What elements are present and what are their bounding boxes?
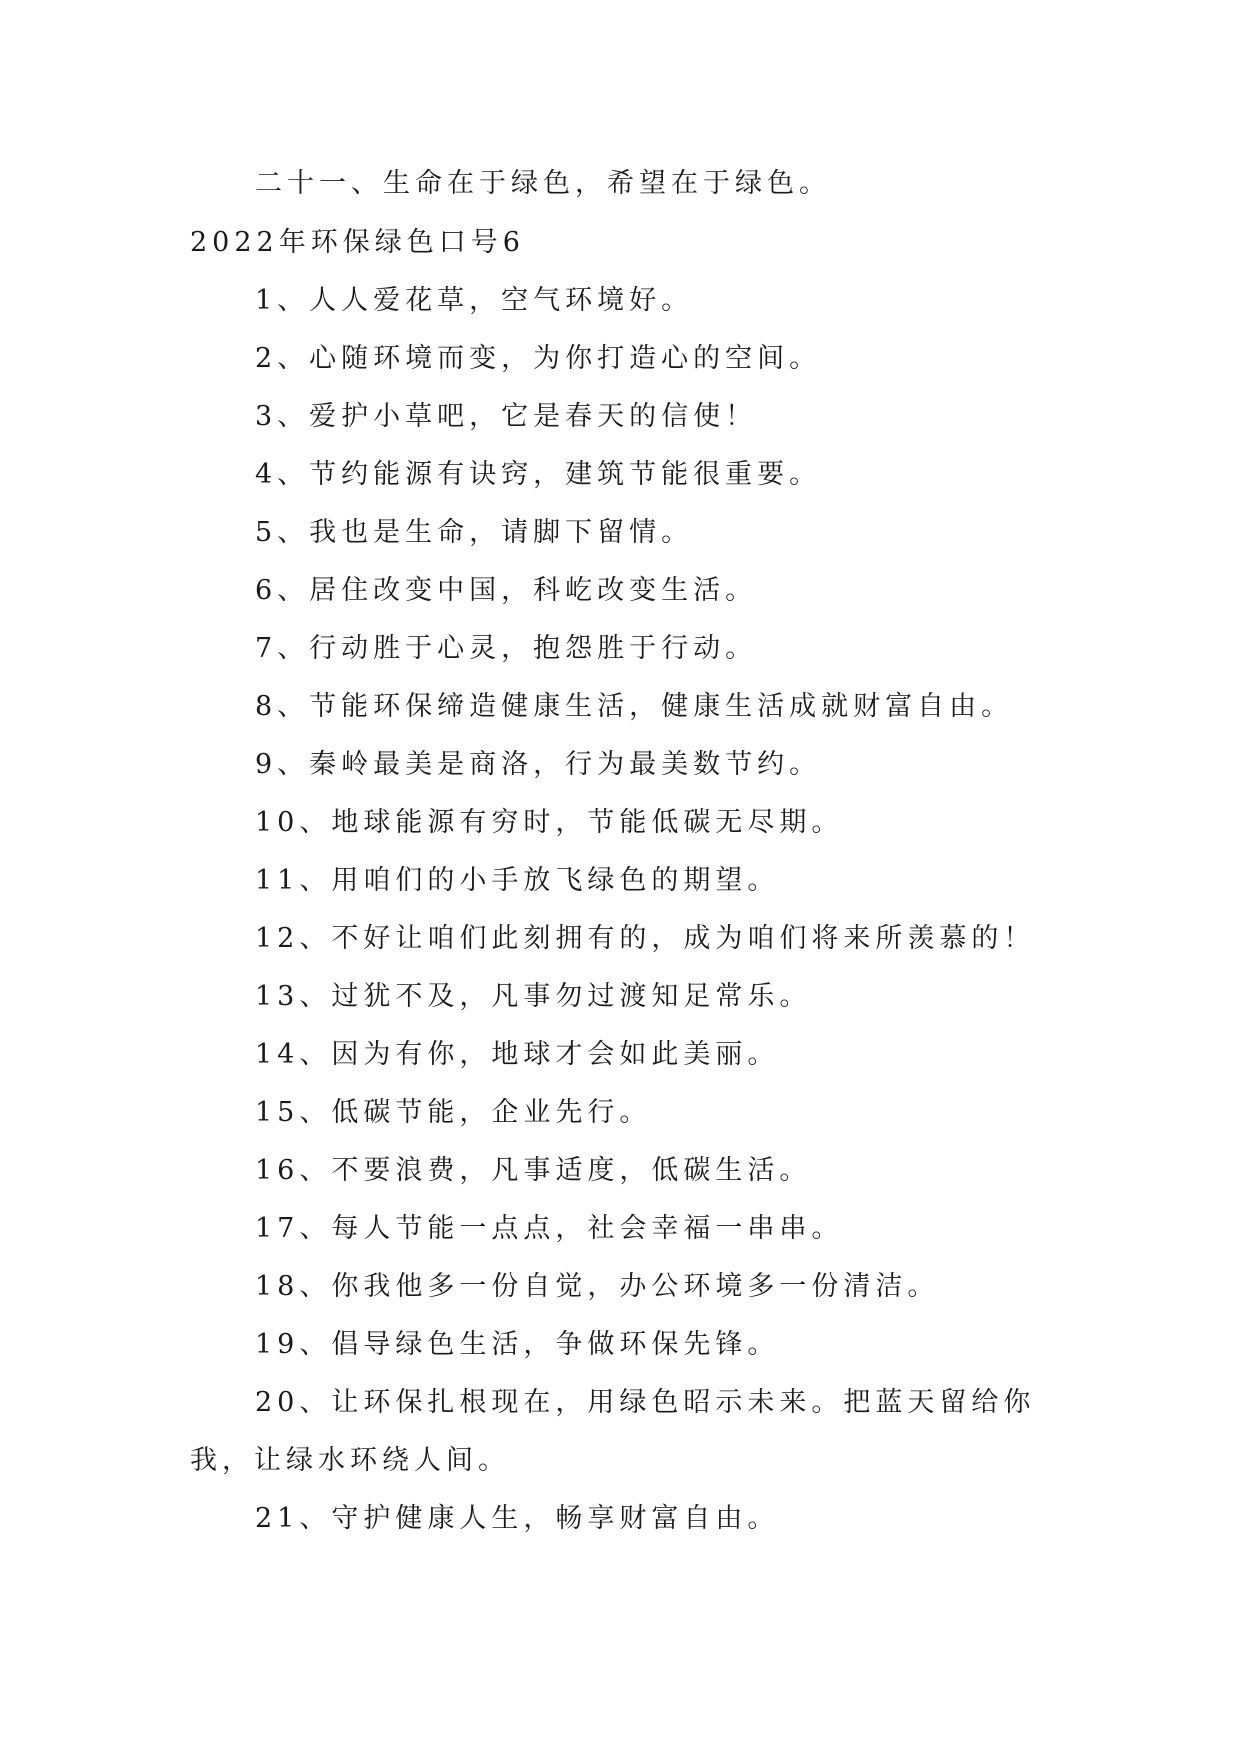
list-item: 9、秦岭最美是商洛，行为最美数节约。 — [255, 749, 822, 780]
list-item: 14、因为有你，地球才会如此美丽。 — [255, 1039, 780, 1070]
list-item-continuation: 我，让绿水环绕人间。 — [190, 1445, 510, 1476]
intro-line: 二十一、生命在于绿色，希望在于绿色。 — [255, 168, 831, 199]
list-item: 20、让环保扎根现在，用绿色昭示未来。把蓝天留给你 — [255, 1387, 1036, 1418]
list-item: 5、我也是生命，请脚下留情。 — [255, 517, 694, 548]
list-item: 1、人人爱花草，空气环境好。 — [255, 285, 694, 316]
list-item: 17、每人节能一点点，社会幸福一串串。 — [255, 1213, 844, 1244]
list-item: 15、低碳节能，企业先行。 — [255, 1097, 652, 1128]
list-item: 8、节能环保缔造健康生活，健康生活成就财富自由。 — [255, 691, 1014, 722]
section-heading: 2022年环保绿色口号6 — [190, 227, 525, 258]
list-item: 18、你我他多一份自觉，办公环境多一份清洁。 — [255, 1271, 940, 1302]
list-item: 13、过犹不及，凡事勿过渡知足常乐。 — [255, 981, 812, 1012]
list-item: 11、用咱们的小手放飞绿色的期望。 — [255, 865, 780, 896]
list-item: 19、倡导绿色生活，争做环保先锋。 — [255, 1329, 780, 1360]
list-item: 3、爱护小草吧，它是春天的信使！ — [255, 401, 758, 432]
list-item: 21、守护健康人生，畅享财富自由。 — [255, 1503, 780, 1534]
list-item: 16、不要浪费，凡事适度，低碳生活。 — [255, 1155, 812, 1186]
list-item: 10、地球能源有穷时，节能低碳无尽期。 — [255, 807, 844, 838]
list-item: 4、节约能源有诀窍，建筑节能很重要。 — [255, 459, 822, 490]
list-item: 7、行动胜于心灵，抱怨胜于行动。 — [255, 633, 758, 664]
list-item: 2、心随环境而变，为你打造心的空间。 — [255, 343, 822, 374]
list-item: 6、居住改变中国，科屹改变生活。 — [255, 575, 758, 606]
list-item: 12、不好让咱们此刻拥有的，成为咱们将来所羡慕的！ — [255, 923, 1036, 954]
